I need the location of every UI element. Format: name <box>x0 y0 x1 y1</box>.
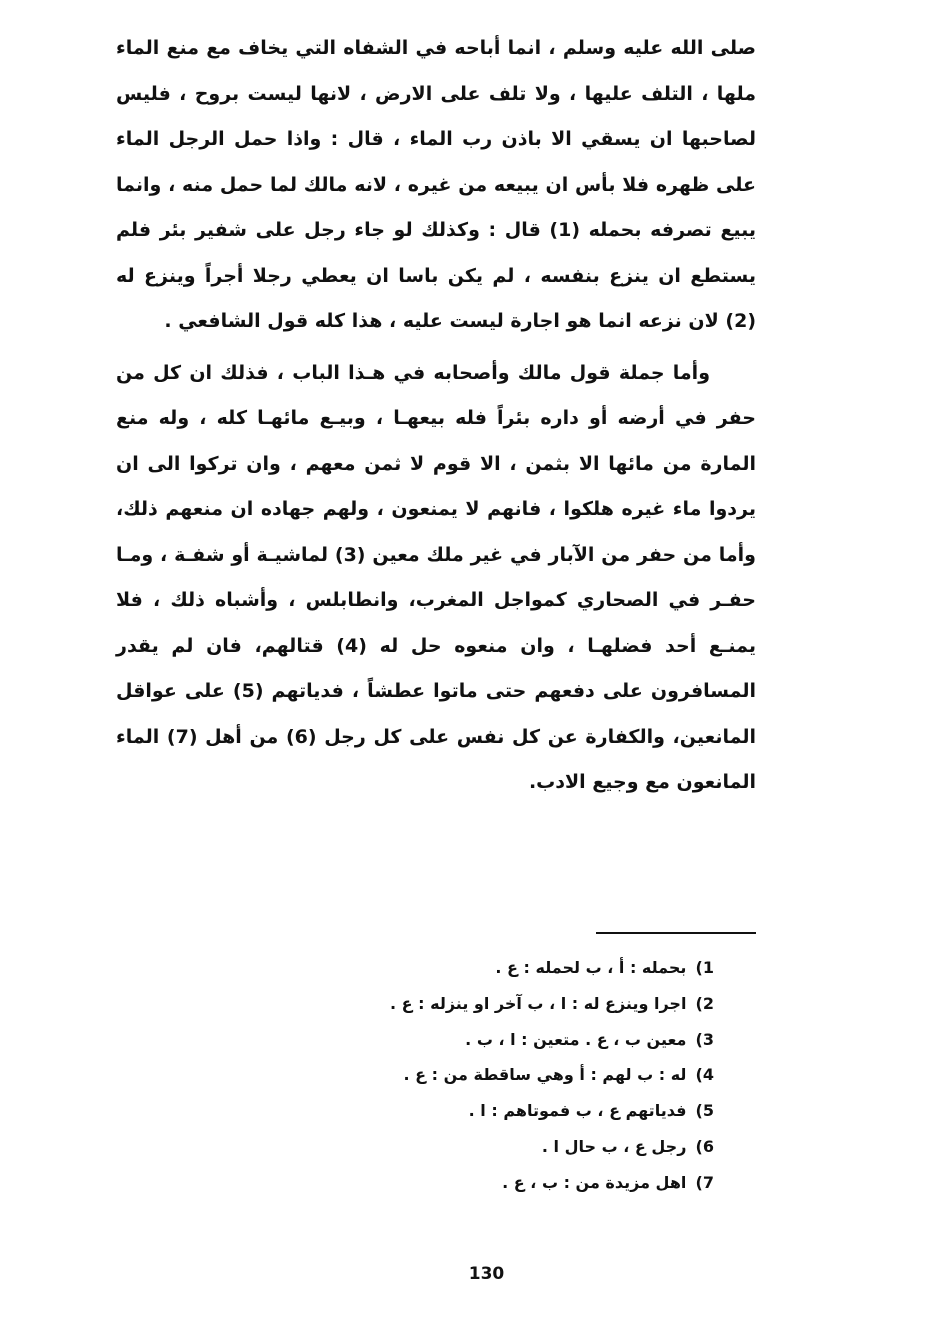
footnotes-list <box>290 950 714 1201</box>
paragraph-1: صلى الله عليه وسلم ، انما أباحه في الشفاه التي يخاف مع منع الماء ملها ، التلف عليها ، ولا تلف على الارض ، لانها ليست بروح ، فليس لصاحبها ان يسقي الا باذن رب الماء ، قال : واذا حمل الرجل الماء على ظهره فلا بأس ان يبيعه من غيره ، لانه مالك لما حمل منه ، وانما يبيع تصرفه بحمله (1) قال : وكذلك لو جاء رجل على شفير بئر فلم يستطع ان ينزع بنفسه ، لم يكن باسا ان يعطي رجلا أجراً وينزع له (2) لان نزعه انما هو اجارة ليست عليه ، هذا كله قول الشافعي . <box>116 37 757 332</box>
footnote-item <box>290 950 714 986</box>
paragraph-2: وأما جملة قول مالك وأصحابه في هـذا الباب ، فذلك ان كل من حفر في أرضه أو داره بئراً فله بيعهـا ، وبيـع مائهـا كله ، وله منع المارة من مائها الا بثمن ، الا قوم لا ثمن معهم ، وان تركوا الى ان يردوا ماء غيره هلكوا ، فانهم لا يمنعون ، ولهم جهاده ان منعهم ذلك، وأما من حفر من الآبار في غير ملك معين (3) لماشيـة أو شفـة ، ومـا حفـر في الصحاري كمواجل المغرب، وانطابلس ، وأشباه ذلك ، فلا يمنـع أحد فضلهـا ، وان منعوه حل له (4) قتالهم، فان لم يقدر المسافرون على دفعهم حتى ماتوا عطشاً ، فدياتهم (5) على عواقل المانعين، والكفارة عن كل نفس على كل رجل (6) من أهل (7) الماء المانعون مع وجيع الادب. <box>116 361 756 793</box>
footnote-text: اهل مزيدة من : ب ، ع . <box>502 1172 687 1192</box>
footnote-number: 1) <box>695 958 714 977</box>
footnote-number: 4) <box>695 1065 714 1085</box>
footnote-item <box>290 1093 714 1129</box>
footnote-text: بحمله : أ ، ب لحمله : ع . <box>495 958 687 977</box>
footnote-text: معين ب ، ع . متعين : ا ، ب . <box>465 1029 687 1049</box>
footnote-number: 2) <box>695 993 714 1013</box>
footnote-item <box>290 1057 714 1093</box>
footnote-item <box>290 1022 714 1058</box>
footnote-text: اجرا وينزع له : ا ، ب آخر او ينزله : ع . <box>390 993 687 1013</box>
footnote-number: 3) <box>695 1029 714 1049</box>
footnote-number: 5) <box>695 1101 714 1121</box>
page-number: 130 <box>468 1264 505 1284</box>
footnote-text: رجل ع ، ب حال ا . <box>541 1136 687 1156</box>
footnote-item <box>290 1129 714 1165</box>
main-text <box>116 26 756 806</box>
footnote-item <box>290 1165 714 1201</box>
footnote-number: 7) <box>695 1172 714 1192</box>
footnote-divider <box>596 932 756 934</box>
footnote-item <box>290 986 714 1022</box>
footnote-number: 6) <box>695 1136 714 1156</box>
footnote-text: له : ب لهم : أ وهي ساقطة من : ع . <box>403 1065 687 1085</box>
footnote-text: فدياتهم ع ، ب فموتاهم : ا . <box>468 1101 687 1121</box>
